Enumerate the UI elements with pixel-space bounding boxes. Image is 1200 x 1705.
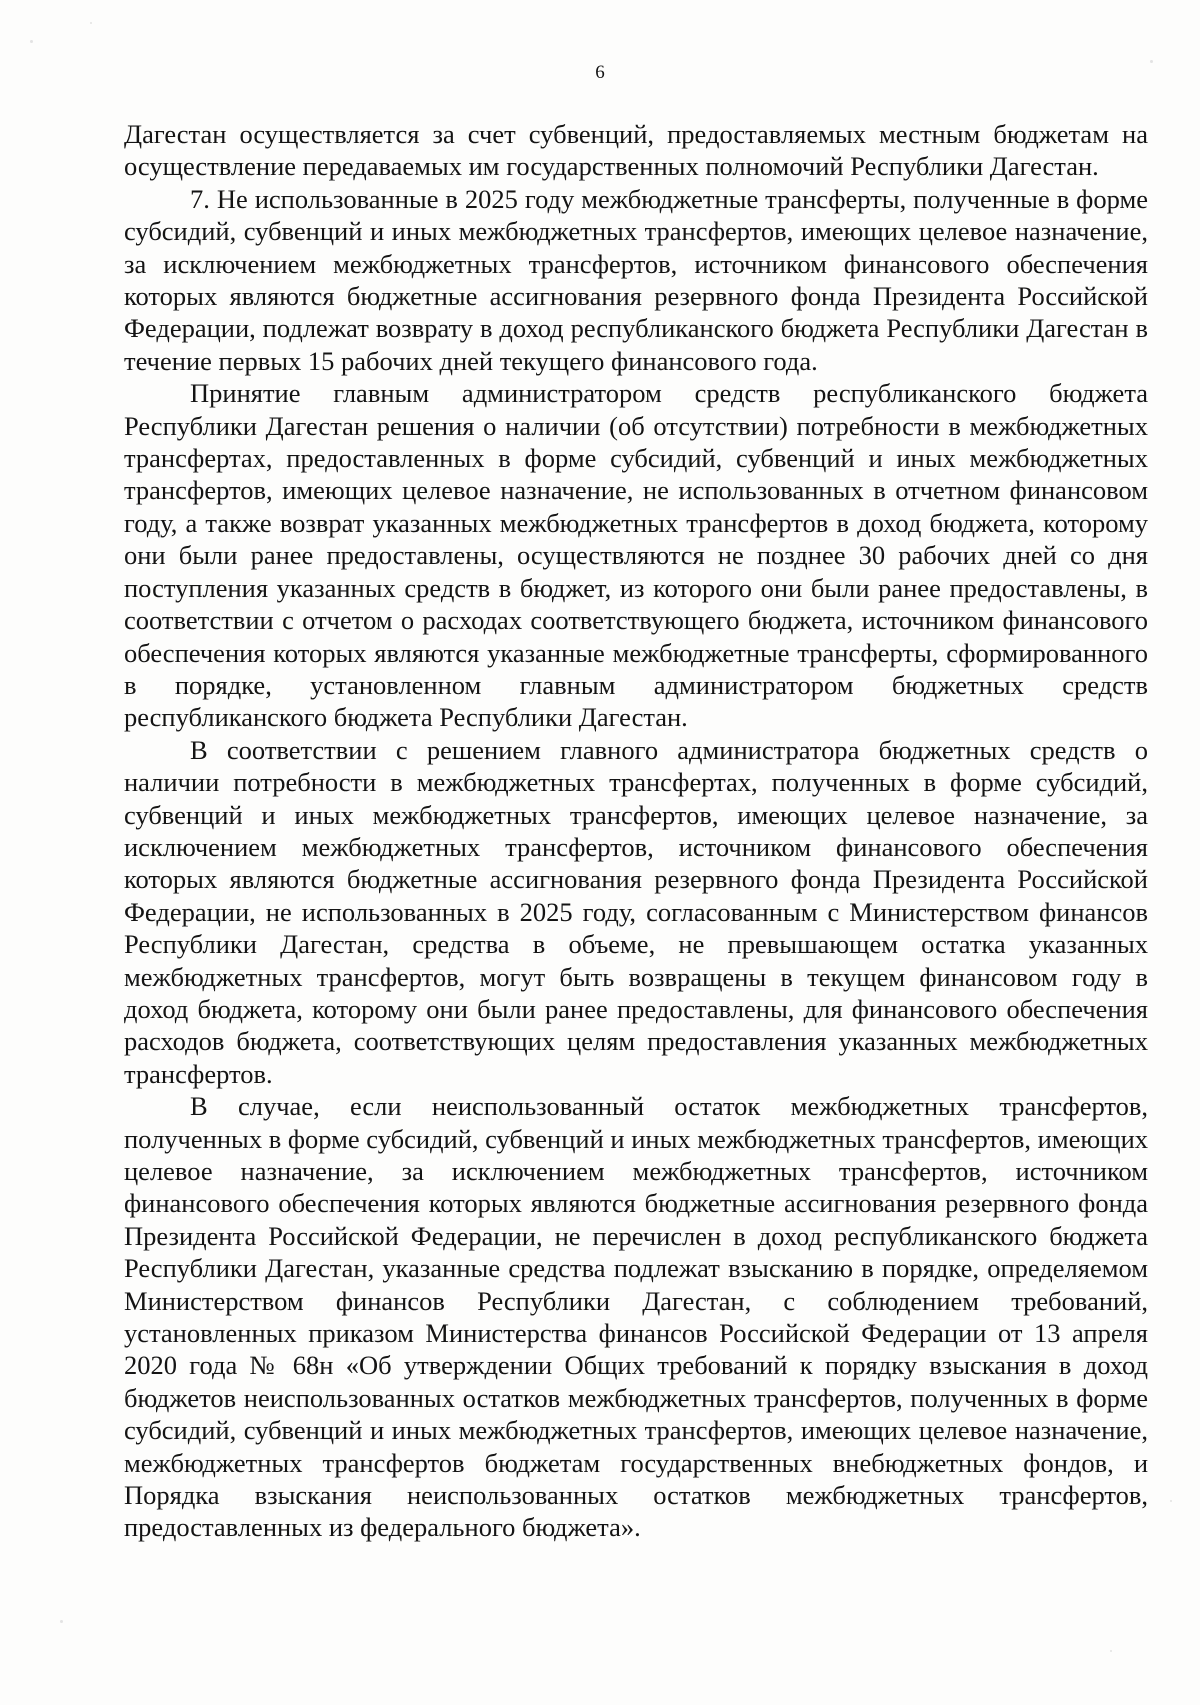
paragraph-decision: Принятие главным администратором средств республиканского бюджета Республики Дагестан решения о наличии (об отсутствии) потребности в межбюджетных трансфертах, предоставленных в форме субсидий, субвенций и иных межбюджетных трансфертов, имеющих целевое назначение, не использованных в отчетном финансовом году, а также возврат указанных межбюджетных трансфертов в доход бюджета, которому они были ранее предоставлены, осуществляются не позднее 30 рабочих дней со дня поступления указанных средств в бюджет, из которого они были ранее предоставлены, в соответствии с отчетом о расходах соответствующего бюджета, источником финансового обеспечения которых являются указанные межбюджетные трансферты, сформированного в порядке, установленном главным администратором бюджетных средств республиканского бюджета Республики Дагестан. xyxy=(124,378,1148,733)
scan-speck xyxy=(30,40,33,43)
scan-speck xyxy=(1170,1500,1172,1502)
document-body xyxy=(124,118,1148,1544)
paragraph-return-funds: В соответствии с решением главного администратора бюджетных средств о наличии потребности в межбюджетных трансфертах, полученных в форме субсидий, субвенций и иных межбюджетных трансфертов, имеющих целевое назначение, за исключением межбюджетных трансфертов, источником финансового обеспечения которых являются бюджетные ассигнования резервного фонда Президента Российской Федерации, не использованных в 2025 году, согласованным с Министерством финансов Республики Дагестан, средства в объеме, не превышающем остатка указанных межбюджетных трансфертов, могут быть возвращены в текущем финансовом году в доход бюджета, которому они были ранее предоставлены, для финансового обеспечения расходов бюджета, соответствующих целям предоставления указанных межбюджетных трансфертов. xyxy=(124,734,1148,1089)
page-number: 6 xyxy=(595,62,605,83)
scan-speck xyxy=(60,1620,63,1623)
paragraph-recovery: В случае, если неиспользованный остаток межбюджетных трансфертов, полученных в форме субсидий, субвенций и иных межбюджетных трансфертов, имеющих целевое назначение, за исключением межбюджетных трансфертов, источником финансового обеспечения которых являются бюджетные ассигнования резервного фонда Президента Российской Федерации, не перечислен в доход республиканского бюджета Республики Дагестан, указанные средства подлежат взысканию в порядке, определяемом Министерством финансов Республики Дагестан, с соблюдением требований, установленных приказом Министерства финансов Российской Федерации от 13 апреля 2020 года № 68н «Об утверждении Общих требований к порядку взыскания в доход бюджетов неиспользованных остатков межбюджетных трансфертов, полученных в форме субсидий, субвенций и иных межбюджетных трансфертов, имеющих целевое назначение, межбюджетных трансфертов бюджетам государственных внебюджетных фондов, и Порядка взыскания неиспользованных остатков межбюджетных трансфертов, предоставленных из федерального бюджета». xyxy=(124,1091,1148,1543)
paragraph-item-7: 7. Не использованные в 2025 году межбюджетные трансферты, полученные в форме субсидий, субвенций и иных межбюджетных трансфертов, имеющих целевое назначение, за исключением межбюджетных трансфертов, источником финансового обеспечения которых являются бюджетные ассигнования резервного фонда Президента Российской Федерации, подлежат возврату в доход республиканского бюджета Республики Дагестан в течение первых 15 рабочих дней текущего финансового года. xyxy=(124,183,1148,376)
scan-speck xyxy=(90,22,92,24)
paragraph-continuation: Дагестан осуществляется за счет субвенций, предоставляемых местным бюджетам на осуществление передаваемых им государственных полномочий Республики Дагестан. xyxy=(124,119,1148,182)
scan-speck xyxy=(1110,1650,1112,1652)
